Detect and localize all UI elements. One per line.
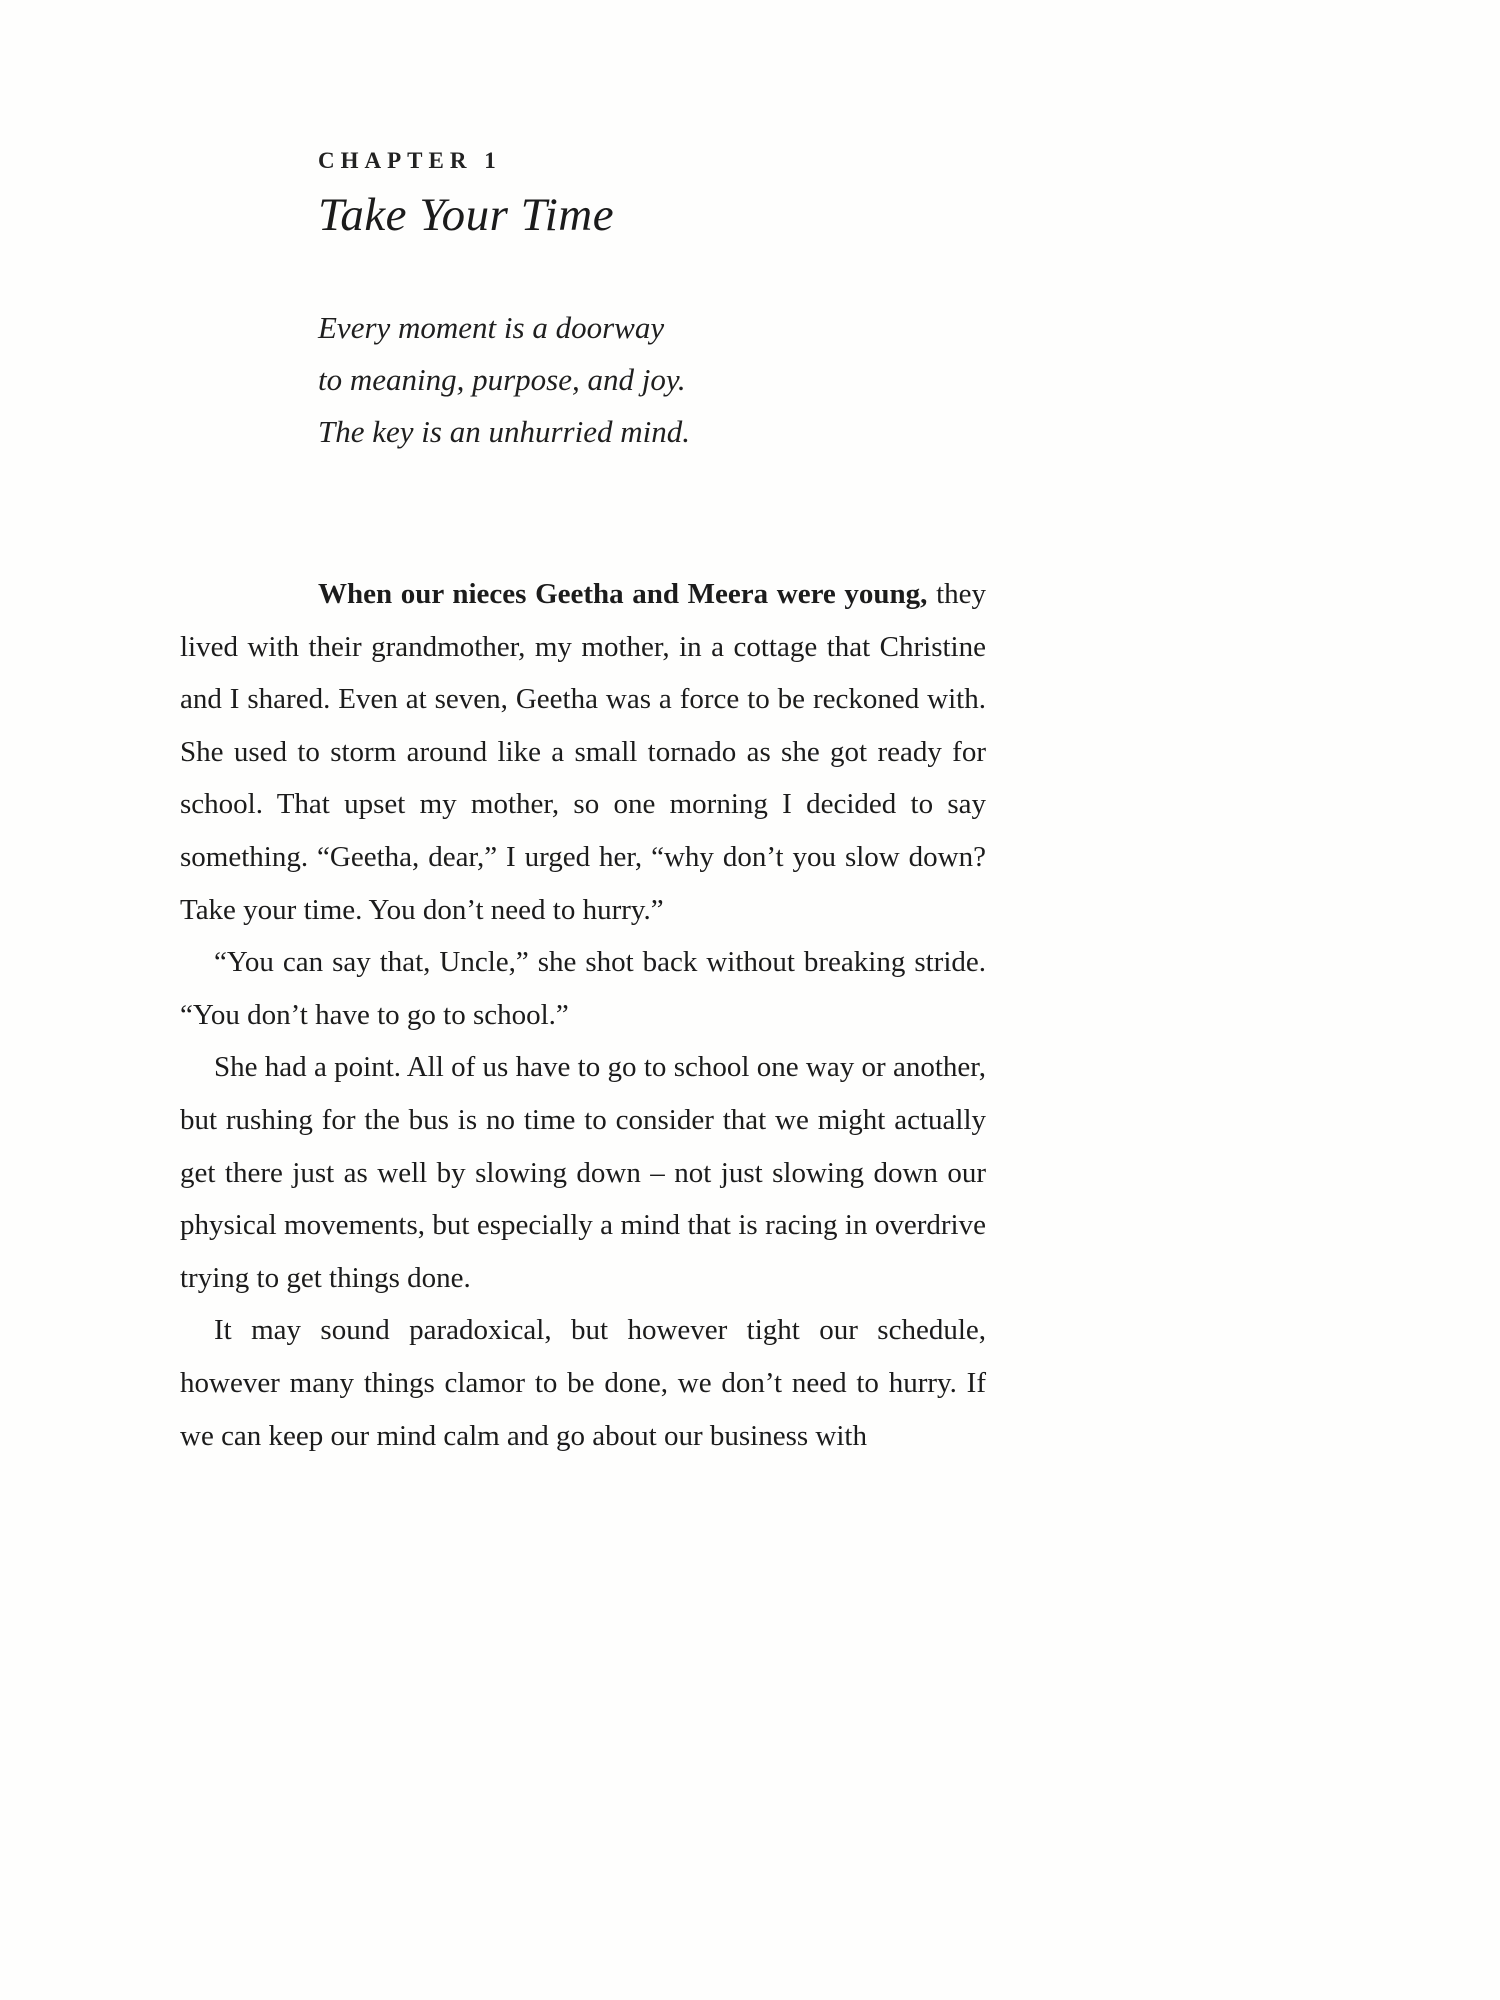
paragraph-text: they lived with their grandmother, my mother, in a cottage that Christine and I shared. Even at seven, Geetha was a force to be reckoned with. She used to storm around like a small tornado as she got ready for school. That upset my mother, so one morning I decided to say something. “Geetha, dear,” I urged her, “why don’t you slow down? Take your time. You don’t need to hurry.”	[180, 578, 986, 926]
epigraph-line: to meaning, purpose, and joy.	[318, 362, 686, 397]
chapter-title: Take Your Time	[318, 189, 615, 241]
paragraph: It may sound paradoxical, but however tight our schedule, however many things clamor to be done, we don’t need to hurry. If we can keep our mind calm and go about our business with	[180, 1314, 986, 1452]
paragraph: She had a point. All of us have to go to school one way or another, but rushing for the bus is no time to consider that we might actually get there just as well by slowing down – not just slowing down our physical movements, but especially a mind that is racing in overdrive trying to get things done.	[180, 1051, 986, 1294]
paragraph: “You can say that, Uncle,” she shot back without breaking stride. “You don’t have to go to school.”	[180, 946, 986, 1031]
paragraph	[180, 568, 986, 936]
chapter-heading-block	[318, 148, 1018, 458]
body-text	[180, 568, 986, 1462]
epigraph-line: The key is an unhurried mind.	[318, 414, 690, 449]
chapter-label: CHAPTER 1	[318, 148, 502, 173]
paragraph-bold-lead: When our nieces Geetha and Meera were young,	[318, 578, 928, 610]
epigraph-line: Every moment is a doorway	[318, 310, 665, 345]
epigraph	[318, 302, 1018, 458]
